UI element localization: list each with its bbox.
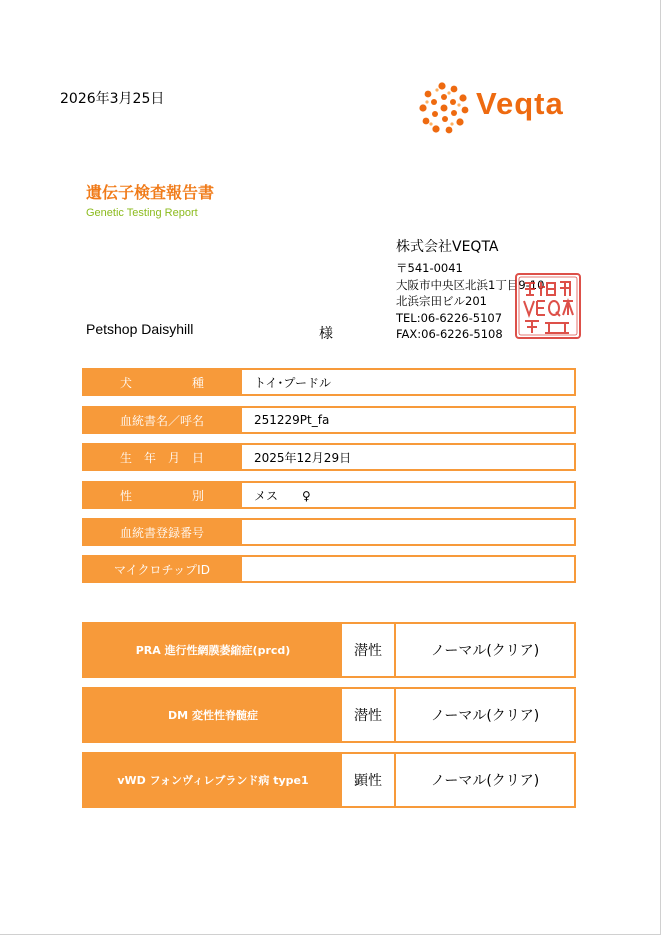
info-value: 251229Pt_fa bbox=[240, 408, 574, 432]
info-row-breed bbox=[82, 368, 576, 396]
info-label: 血統書名／呼名 bbox=[84, 408, 240, 432]
result-row-vwd bbox=[82, 752, 576, 808]
info-row-birthdate bbox=[82, 443, 576, 471]
result-row-dm bbox=[82, 687, 576, 743]
info-row-microchip-id bbox=[82, 555, 576, 583]
result-inheritance: 顕性 bbox=[342, 754, 396, 806]
logo-text: Veqta bbox=[476, 86, 564, 121]
info-value bbox=[240, 520, 574, 544]
company-name: 株式会社VEQTA bbox=[396, 239, 499, 255]
company-fax: FAX:06-6226-5108 bbox=[396, 327, 503, 341]
result-value: ノーマル(クリア) bbox=[430, 773, 540, 789]
customer-name: Petshop Daisyhill bbox=[86, 321, 194, 337]
dotted-circle-logo-icon bbox=[418, 80, 470, 136]
info-label: 生 年 月 日 bbox=[84, 445, 240, 469]
info-value: メス ♀ bbox=[240, 483, 574, 507]
info-label: 血統書登録番号 bbox=[84, 520, 240, 544]
info-label: マイクロチップID bbox=[84, 557, 240, 581]
result-test-name: PRA 進行性網膜萎縮症(prcd) bbox=[84, 624, 342, 676]
info-row-sex bbox=[82, 481, 576, 509]
report-date: 2026年3月25日 bbox=[60, 91, 165, 107]
info-row-pedigree-name bbox=[82, 406, 576, 434]
result-inheritance: 潜性 bbox=[342, 624, 396, 676]
info-value: 2025年12月29日 bbox=[240, 445, 574, 469]
company-address-2: 北浜宗田ビル201 bbox=[396, 294, 487, 308]
info-label: 性 別 bbox=[84, 483, 240, 507]
info-row-registration-number bbox=[82, 518, 576, 546]
customer-honorific: 様 bbox=[319, 326, 333, 342]
info-value: トイ･プードル bbox=[240, 370, 574, 394]
result-test-name: DM 変性性脊髄症 bbox=[84, 689, 342, 741]
result-inheritance: 潜性 bbox=[342, 689, 396, 741]
result-value: ノーマル(クリア) bbox=[430, 643, 540, 659]
report-subtitle: Genetic Testing Report bbox=[86, 207, 198, 219]
info-value bbox=[240, 557, 574, 581]
result-value: ノーマル(クリア) bbox=[430, 708, 540, 724]
result-test-name: vWD フォンヴィレブランド病 type1 bbox=[84, 754, 342, 806]
company-address-1: 大阪市中央区北浜1丁目9-10 bbox=[396, 277, 545, 292]
report-title: 遺伝子検査報告書 bbox=[86, 183, 215, 202]
company-postal: 〒541-0041 bbox=[396, 261, 463, 275]
veqta-logo bbox=[418, 80, 578, 136]
result-row-pra bbox=[82, 622, 576, 678]
info-label: 犬 種 bbox=[84, 370, 240, 394]
company-tel: TEL:06-6226-5107 bbox=[396, 310, 503, 325]
company-seal-stamp bbox=[513, 271, 583, 341]
